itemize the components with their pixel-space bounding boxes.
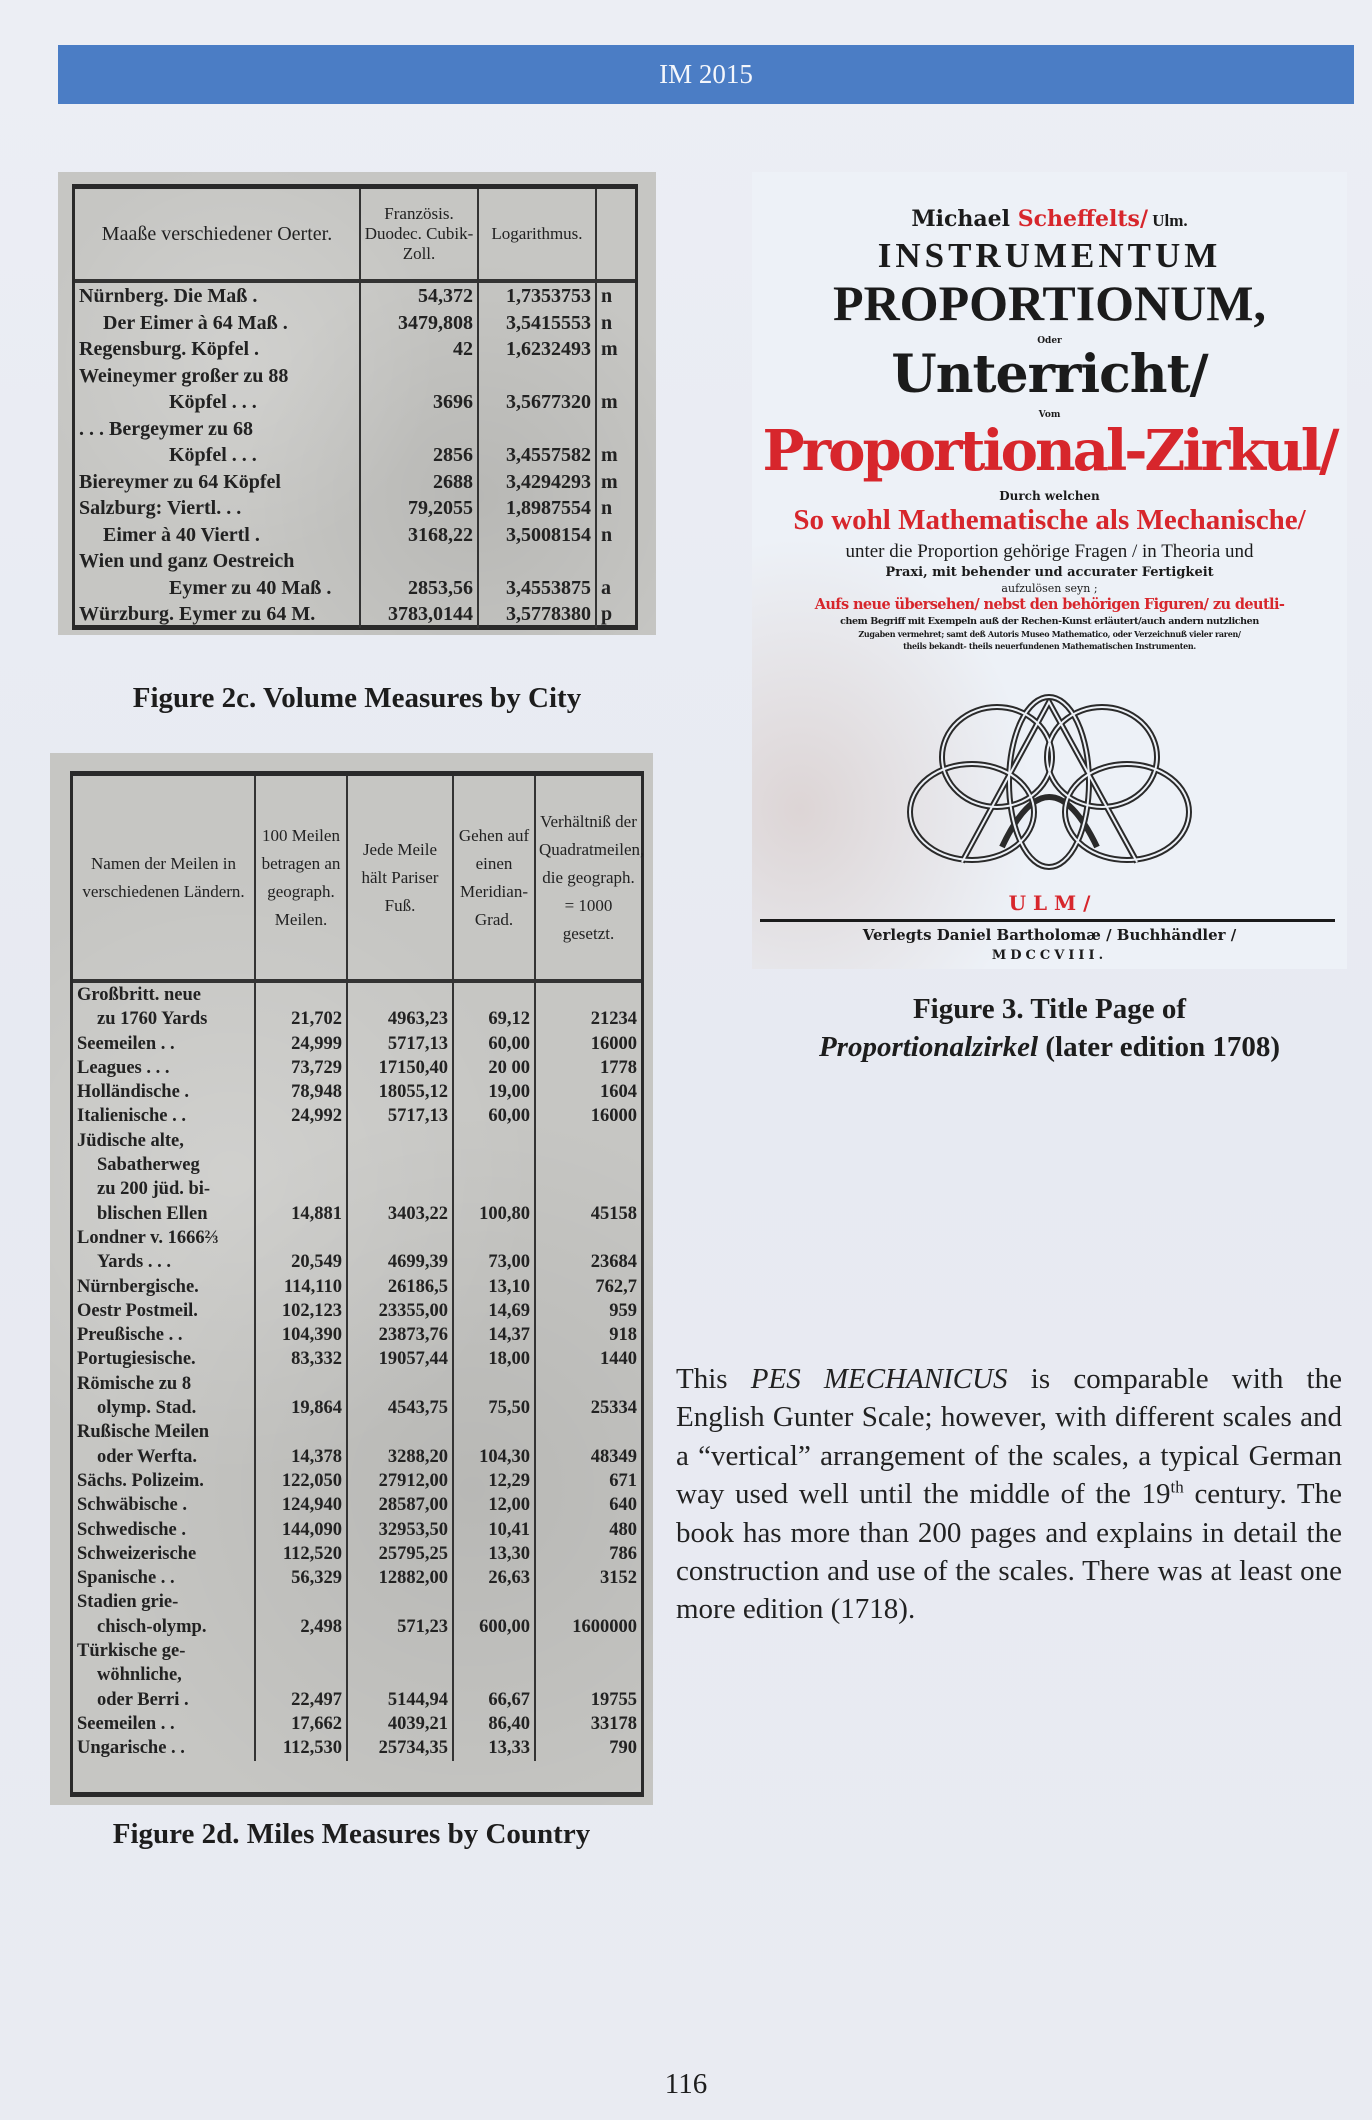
column-header: Maaße verschiedener Oerter. bbox=[75, 189, 360, 281]
row-value-cell: 4543,75 bbox=[347, 1372, 453, 1421]
row-value-cell: 1600000 bbox=[535, 1590, 641, 1639]
row-value-cell: 75,50 bbox=[453, 1372, 535, 1421]
body-text-part: This bbox=[676, 1363, 751, 1395]
row-value-cell: 600,00 bbox=[453, 1590, 535, 1639]
table-row bbox=[73, 981, 641, 1032]
title-proportionum: PROPORTIONUM, bbox=[833, 275, 1266, 331]
row-name-line: Köpfel . . . bbox=[169, 444, 257, 466]
table-row bbox=[75, 310, 635, 337]
row-value-cell: 19,00 bbox=[453, 1080, 535, 1104]
author-city: Ulm. bbox=[1147, 211, 1188, 230]
line-begriff: chem Begriff mit Exempeln auß der Rechen-Kunst erläutert/auch andern nutzlichen bbox=[840, 616, 1259, 627]
row-name-line: Römische zu 8 bbox=[77, 1373, 192, 1394]
table-row bbox=[75, 522, 635, 549]
figure-3-caption-line1: Figure 3. Title Page of bbox=[912, 993, 1187, 1025]
line-zugaben: Zugaben vermehret; samt deß Autoris Museo Mathematico, oder Verzeichnuß vieler raren/ bbox=[858, 629, 1241, 639]
row-name-cell bbox=[73, 1518, 255, 1542]
row-value-cell: 16000 bbox=[535, 1104, 641, 1128]
body-text-part: is comparable with the English Gunter Scale; however, with different scales and a “vertical” arrangement of the scales, a typical German way used well until the middle of the 19 bbox=[676, 1363, 1342, 1511]
row-name-cell bbox=[73, 1056, 255, 1080]
row-log-cell: 3,5008154 bbox=[478, 522, 596, 549]
row-value-cell: 4699,39 bbox=[347, 1226, 453, 1275]
row-mark-cell: m bbox=[596, 336, 635, 363]
row-value-cell: 3479,808 bbox=[360, 310, 478, 337]
row-value-cell: 19755 bbox=[535, 1639, 641, 1712]
table-row bbox=[75, 416, 635, 469]
row-value-cell: 20 00 bbox=[453, 1056, 535, 1080]
column-header bbox=[596, 189, 635, 281]
row-name-cell bbox=[73, 1347, 255, 1371]
row-log-cell: 1,7353753 bbox=[478, 281, 596, 310]
word-vom: Vom bbox=[1038, 410, 1061, 420]
row-name-cell bbox=[73, 1129, 255, 1226]
figure-2c-image bbox=[58, 172, 656, 635]
table-row bbox=[73, 1372, 641, 1421]
row-name-line: oder Berri . bbox=[97, 1689, 189, 1710]
row-name-line: Italienische . . bbox=[77, 1106, 186, 1127]
title-unterricht: Unterricht/ bbox=[891, 344, 1208, 405]
row-value-cell: 14,37 bbox=[453, 1323, 535, 1347]
row-value-cell: 14,378 bbox=[255, 1420, 347, 1469]
row-value-cell: 2856 bbox=[360, 416, 478, 469]
row-name-line: Würzburg. Eymer zu 64 M. bbox=[79, 603, 316, 625]
row-value-cell: 21,702 bbox=[255, 981, 347, 1032]
row-name-cell bbox=[73, 1639, 255, 1712]
row-value-cell: 100,80 bbox=[453, 1129, 535, 1226]
row-value-cell: 5144,94 bbox=[347, 1639, 453, 1712]
row-log-cell: 3,4553875 bbox=[478, 548, 596, 601]
table-row bbox=[73, 1226, 641, 1275]
line-durch-welchen: Durch welchen bbox=[999, 489, 1100, 503]
row-value-cell: 60,00 bbox=[453, 1104, 535, 1128]
volume-measures-table bbox=[75, 189, 635, 628]
row-mark-cell: m bbox=[596, 469, 635, 496]
row-value-cell: 12882,00 bbox=[347, 1566, 453, 1590]
row-name-line: Nürnberg. Die Maß . bbox=[79, 285, 258, 307]
row-name-cell bbox=[73, 1372, 255, 1421]
line-praxi: Praxi, mit behender und accurater Fertigkeit bbox=[885, 565, 1214, 580]
table-row bbox=[75, 601, 635, 628]
row-name-cell bbox=[73, 1323, 255, 1347]
row-value-cell: 20,549 bbox=[255, 1226, 347, 1275]
row-value-cell: 86,40 bbox=[453, 1712, 535, 1736]
column-header: Logarithmus. bbox=[478, 189, 596, 281]
row-name-line: Jüdische alte, bbox=[77, 1130, 184, 1151]
column-header: Namen der Meilen in verschiedenen Ländern. bbox=[73, 776, 255, 981]
row-name-line: Sabatherweg bbox=[97, 1155, 200, 1176]
row-value-cell: 79,2055 bbox=[360, 495, 478, 522]
row-name-line: Portugiesische. bbox=[77, 1349, 196, 1370]
row-value-cell: 78,948 bbox=[255, 1080, 347, 1104]
column-header: Gehen auf einen Meridian-Grad. bbox=[453, 776, 535, 981]
row-value-cell: 918 bbox=[535, 1323, 641, 1347]
row-name-line: Seemeilen . . bbox=[77, 1033, 175, 1054]
line-unter-die-proportion: unter die Proportion gehörige Fragen / in Theoria und bbox=[845, 541, 1254, 562]
row-value-cell: 18,00 bbox=[453, 1347, 535, 1371]
row-name-cell bbox=[73, 1590, 255, 1639]
row-name-line: Sächs. Polizeim. bbox=[77, 1470, 204, 1491]
row-name-line: Seemeilen . . bbox=[77, 1713, 175, 1734]
row-value-cell: 26186,5 bbox=[347, 1275, 453, 1299]
word-oder: Oder bbox=[1037, 336, 1062, 346]
row-log-cell: 3,4557582 bbox=[478, 416, 596, 469]
row-value-cell: 10,41 bbox=[453, 1518, 535, 1542]
row-name-cell bbox=[73, 1493, 255, 1517]
row-value-cell: 104,390 bbox=[255, 1323, 347, 1347]
table-row bbox=[73, 1590, 641, 1639]
row-value-cell: 112,530 bbox=[255, 1736, 347, 1760]
row-value-cell: 17,662 bbox=[255, 1712, 347, 1736]
row-value-cell: 27912,00 bbox=[347, 1469, 453, 1493]
table-row bbox=[75, 548, 635, 601]
row-name-cell bbox=[75, 281, 360, 310]
row-value-cell: 13,33 bbox=[453, 1736, 535, 1760]
title-proportional-zirkul: Proportional-Zirkul/ bbox=[762, 418, 1337, 484]
table-row bbox=[73, 1639, 641, 1712]
figure-2c-caption: Figure 2c. Volume Measures by City bbox=[132, 682, 582, 714]
row-name-line: Rußische Meilen bbox=[77, 1422, 210, 1443]
row-value-cell: 102,123 bbox=[255, 1299, 347, 1323]
row-log-cell: 1,8987554 bbox=[478, 495, 596, 522]
row-value-cell: 13,10 bbox=[453, 1275, 535, 1299]
row-name-cell bbox=[73, 1566, 255, 1590]
row-value-cell: 25795,25 bbox=[347, 1542, 453, 1566]
row-name-line: wöhnliche, bbox=[97, 1665, 182, 1686]
row-name-cell bbox=[73, 1712, 255, 1736]
column-header: 100 Meilen betragen an geograph. Meilen. bbox=[255, 776, 347, 981]
table-row bbox=[73, 1299, 641, 1323]
row-name-line: Regensburg. Köpfel . bbox=[79, 338, 259, 360]
figure-3-caption-line2 bbox=[752, 1028, 1347, 1066]
table-row bbox=[75, 495, 635, 522]
row-name-line: Oestr Postmeil. bbox=[77, 1300, 198, 1321]
row-name-cell bbox=[73, 1299, 255, 1323]
row-value-cell: 122,050 bbox=[255, 1469, 347, 1493]
row-name-line: oder Werfta. bbox=[97, 1446, 198, 1467]
row-value-cell: 671 bbox=[535, 1469, 641, 1493]
row-log-cell: 3,5778380 bbox=[478, 601, 596, 628]
row-value-cell: 25734,35 bbox=[347, 1736, 453, 1760]
row-mark-cell: m bbox=[596, 363, 635, 416]
row-name-line: Yards . . . bbox=[97, 1252, 172, 1273]
row-name-line: Köpfel . . . bbox=[169, 391, 257, 413]
row-value-cell: 12,29 bbox=[453, 1469, 535, 1493]
figure-3-caption-italic: Proportionalzirkel bbox=[818, 1031, 1039, 1063]
row-value-cell: 22,497 bbox=[255, 1639, 347, 1712]
row-name-line: Ungarische . . bbox=[77, 1738, 185, 1759]
row-log-cell: 3,4294293 bbox=[478, 469, 596, 496]
row-value-cell: 762,7 bbox=[535, 1275, 641, 1299]
row-mark-cell: n bbox=[596, 495, 635, 522]
place-ulm: U L M / bbox=[1008, 891, 1091, 915]
row-value-cell: 33178 bbox=[535, 1712, 641, 1736]
figure-3-caption bbox=[752, 990, 1347, 1066]
row-value-cell: 17150,40 bbox=[347, 1056, 453, 1080]
table-row bbox=[73, 1493, 641, 1517]
row-value-cell: 3783,0144 bbox=[360, 601, 478, 628]
table-row bbox=[73, 1104, 641, 1128]
header-title: IM 2015 bbox=[659, 59, 753, 89]
row-value-cell: 83,332 bbox=[255, 1347, 347, 1371]
row-name-line: Wien und ganz Oestreich bbox=[79, 550, 295, 572]
row-name-line: Holländische . bbox=[77, 1082, 190, 1103]
row-value-cell: 24,999 bbox=[255, 1032, 347, 1056]
row-name-line: Schwäbische . bbox=[77, 1495, 187, 1516]
row-name-cell bbox=[75, 601, 360, 628]
table-row bbox=[73, 1080, 641, 1104]
row-name-cell bbox=[73, 1032, 255, 1056]
table-row bbox=[73, 1129, 641, 1226]
row-value-cell: 2853,56 bbox=[360, 548, 478, 601]
row-name-line: Weineymer großer zu 88 bbox=[79, 364, 289, 387]
row-name-cell bbox=[73, 1104, 255, 1128]
row-value-cell: 25334 bbox=[535, 1372, 641, 1421]
row-value-cell: 23355,00 bbox=[347, 1299, 453, 1323]
row-name-line: Leagues . . . bbox=[77, 1057, 170, 1078]
row-value-cell: 45158 bbox=[535, 1129, 641, 1226]
row-value-cell: 1440 bbox=[535, 1347, 641, 1371]
row-value-cell: 3403,22 bbox=[347, 1129, 453, 1226]
title-page-rule bbox=[760, 919, 1335, 922]
row-name-line: Großbritt. neue bbox=[77, 985, 202, 1005]
row-name-line: Schweizerische bbox=[77, 1543, 197, 1564]
row-mark-cell: m bbox=[596, 416, 635, 469]
miles-measures-table bbox=[73, 776, 645, 1761]
row-value-cell: 114,110 bbox=[255, 1275, 347, 1299]
body-text-superscript: th bbox=[1170, 1477, 1184, 1497]
row-name-cell bbox=[75, 469, 360, 496]
row-value-cell: 640 bbox=[535, 1493, 641, 1517]
table-row bbox=[73, 1275, 641, 1299]
row-name-cell bbox=[75, 522, 360, 549]
row-name-line: chisch-olymp. bbox=[97, 1616, 207, 1637]
row-value-cell: 3152 bbox=[535, 1566, 641, 1590]
row-value-cell: 124,940 bbox=[255, 1493, 347, 1517]
author-line bbox=[752, 208, 1347, 230]
row-value-cell: 3288,20 bbox=[347, 1420, 453, 1469]
line-theils: theils bekandt- theils neuerfundenen Mathematischen Instrumenten. bbox=[903, 641, 1196, 651]
title-instrumentum: INSTRUMENTUM bbox=[877, 236, 1222, 275]
column-header: Jede Meile hält Pariser Fuß. bbox=[347, 776, 453, 981]
row-value-cell: 1778 bbox=[535, 1056, 641, 1080]
row-name-cell bbox=[73, 1080, 255, 1104]
row-value-cell: 2688 bbox=[360, 469, 478, 496]
row-mark-cell: n bbox=[596, 281, 635, 310]
table-row bbox=[73, 1032, 641, 1056]
row-value-cell: 14,69 bbox=[453, 1299, 535, 1323]
row-mark-cell: a bbox=[596, 548, 635, 601]
row-name-line: Stadien grie- bbox=[77, 1592, 179, 1613]
row-value-cell: 54,372 bbox=[360, 281, 478, 310]
row-value-cell: 5717,13 bbox=[347, 1032, 453, 1056]
row-value-cell: 23684 bbox=[535, 1226, 641, 1275]
body-text-part: century. The book has more than 200 pages and explains in detail the construction and use of the scales. There was at least one more edition (1718). bbox=[676, 1478, 1342, 1626]
row-name-cell bbox=[75, 548, 360, 601]
row-value-cell: 5717,13 bbox=[347, 1104, 453, 1128]
row-value-cell: 959 bbox=[535, 1299, 641, 1323]
figure-3-caption-rest: (later edition 1708) bbox=[1038, 1031, 1281, 1063]
row-name-cell bbox=[73, 1736, 255, 1760]
column-header: Verhältniß der Quadratmeilen, die geograph. = 1000 gesetzt. bbox=[535, 776, 641, 981]
author-last-name: Scheffelts/ bbox=[1017, 206, 1148, 232]
table-row bbox=[75, 469, 635, 496]
figure-2d-image bbox=[50, 753, 653, 1805]
year-line: MDCCVIII. bbox=[991, 948, 1108, 963]
table-row bbox=[73, 1347, 641, 1371]
row-value-cell: 73,00 bbox=[453, 1226, 535, 1275]
row-name-line: Preußische . . bbox=[77, 1325, 183, 1346]
row-mark-cell: p bbox=[596, 601, 635, 628]
row-name-cell bbox=[73, 1542, 255, 1566]
row-value-cell: 73,729 bbox=[255, 1056, 347, 1080]
row-value-cell: 1604 bbox=[535, 1080, 641, 1104]
table-row bbox=[73, 1056, 641, 1080]
table-row bbox=[75, 281, 635, 310]
table-row bbox=[73, 1469, 641, 1493]
publisher-line: Verlegts Daniel Bartholomæ / Buchhändler / bbox=[862, 926, 1237, 944]
row-name-cell bbox=[73, 981, 255, 1032]
row-value-cell: 56,329 bbox=[255, 1566, 347, 1590]
row-value-cell: 4963,23 bbox=[347, 981, 453, 1032]
row-value-cell: 26,63 bbox=[453, 1566, 535, 1590]
row-name-line: Türkische ge- bbox=[77, 1641, 186, 1662]
table-header-row bbox=[73, 776, 641, 981]
row-name-line: Schwedische . bbox=[77, 1519, 186, 1540]
row-value-cell: 3168,22 bbox=[360, 522, 478, 549]
row-name-cell bbox=[75, 310, 360, 337]
row-name-line: zu 1760 Yards bbox=[97, 1009, 208, 1030]
row-name-cell bbox=[75, 336, 360, 363]
running-header bbox=[58, 45, 1354, 104]
row-value-cell: 16000 bbox=[535, 1032, 641, 1056]
row-value-cell: 14,881 bbox=[255, 1129, 347, 1226]
table-row bbox=[73, 1542, 641, 1566]
table-row bbox=[73, 1736, 641, 1760]
row-value-cell: 3696 bbox=[360, 363, 478, 416]
figure-3-title-page-image bbox=[752, 172, 1347, 969]
table-row bbox=[73, 1420, 641, 1469]
row-log-cell: 1,6232493 bbox=[478, 336, 596, 363]
row-name-cell bbox=[75, 416, 360, 469]
row-value-cell: 28587,00 bbox=[347, 1493, 453, 1517]
row-name-cell bbox=[73, 1469, 255, 1493]
row-name-cell bbox=[75, 363, 360, 416]
table-header-row bbox=[75, 189, 635, 281]
row-name-line: . . . Bergeymer zu 68 bbox=[79, 417, 254, 440]
body-paragraph bbox=[676, 1360, 1342, 1629]
row-value-cell: 144,090 bbox=[255, 1518, 347, 1542]
author-first-name: Michael bbox=[911, 206, 1018, 232]
row-value-cell: 104,30 bbox=[453, 1420, 535, 1469]
row-value-cell: 21234 bbox=[535, 981, 641, 1032]
column-header: Französis. Duodec. Cubik-Zoll. bbox=[360, 189, 478, 281]
row-log-cell: 3,5415553 bbox=[478, 310, 596, 337]
line-aufs-neue: Aufs neue übersehen/ nebst den behörigen Figuren/ zu deutli- bbox=[814, 596, 1285, 613]
row-name-line: Biereymer zu 64 Köpfel bbox=[79, 470, 281, 493]
row-value-cell: 48349 bbox=[535, 1420, 641, 1469]
row-name-cell bbox=[73, 1226, 255, 1275]
row-log-cell: 3,5677320 bbox=[478, 363, 596, 416]
row-value-cell: 69,12 bbox=[453, 981, 535, 1032]
row-value-cell: 12,00 bbox=[453, 1493, 535, 1517]
monogram-ornament-icon bbox=[902, 687, 1197, 877]
row-value-cell: 23873,76 bbox=[347, 1323, 453, 1347]
table-row bbox=[73, 1566, 641, 1590]
row-value-cell: 13,30 bbox=[453, 1542, 535, 1566]
table-row bbox=[73, 1518, 641, 1542]
row-value-cell: 19,864 bbox=[255, 1372, 347, 1421]
line-so-wohl: So wohl Mathematische als Mechanische/ bbox=[793, 504, 1306, 536]
body-text-italic: PES MECHANICUS bbox=[750, 1363, 1008, 1395]
row-value-cell: 571,23 bbox=[347, 1590, 453, 1639]
row-name-line: Nürnbergische. bbox=[77, 1276, 199, 1297]
row-value-cell: 112,520 bbox=[255, 1542, 347, 1566]
table-row bbox=[73, 1323, 641, 1347]
row-name-line: blischen Ellen bbox=[97, 1203, 208, 1224]
row-name-cell bbox=[73, 1420, 255, 1469]
row-value-cell: 19057,44 bbox=[347, 1347, 453, 1371]
row-value-cell: 4039,21 bbox=[347, 1712, 453, 1736]
row-value-cell: 18055,12 bbox=[347, 1080, 453, 1104]
row-name-cell bbox=[73, 1275, 255, 1299]
table-row bbox=[75, 336, 635, 363]
row-name-line: Der Eimer à 64 Maß . bbox=[103, 311, 288, 334]
row-mark-cell: n bbox=[596, 522, 635, 549]
row-name-line: zu 200 jüd. bi- bbox=[97, 1179, 211, 1200]
row-value-cell: 786 bbox=[535, 1542, 641, 1566]
figure-2d-caption: Figure 2d. Miles Measures by Country bbox=[112, 1818, 591, 1850]
row-name-line: Spanische . . bbox=[77, 1568, 175, 1589]
row-name-line: Eimer à 40 Viertl . bbox=[103, 523, 260, 546]
row-value-cell: 66,67 bbox=[453, 1639, 535, 1712]
line-aufzuloesen: aufzulösen seyn ; bbox=[1001, 582, 1098, 595]
row-name-line: Eymer zu 40 Maß . bbox=[169, 576, 332, 599]
row-value-cell: 60,00 bbox=[453, 1032, 535, 1056]
row-name-line: Salzburg: Viertl. . . bbox=[79, 497, 242, 519]
row-name-line: Londner v. 1666⅔ bbox=[77, 1227, 219, 1248]
table-row bbox=[75, 363, 635, 416]
table-row bbox=[73, 1712, 641, 1736]
row-value-cell: 42 bbox=[360, 336, 478, 363]
row-value-cell: 32953,50 bbox=[347, 1518, 453, 1542]
row-name-cell bbox=[75, 495, 360, 522]
row-mark-cell: n bbox=[596, 310, 635, 337]
page-number: 116 bbox=[664, 2068, 708, 2100]
row-value-cell: 24,992 bbox=[255, 1104, 347, 1128]
row-value-cell: 2,498 bbox=[255, 1590, 347, 1639]
row-value-cell: 480 bbox=[535, 1518, 641, 1542]
row-name-line: olymp. Stad. bbox=[97, 1398, 197, 1419]
row-value-cell: 790 bbox=[535, 1736, 641, 1760]
